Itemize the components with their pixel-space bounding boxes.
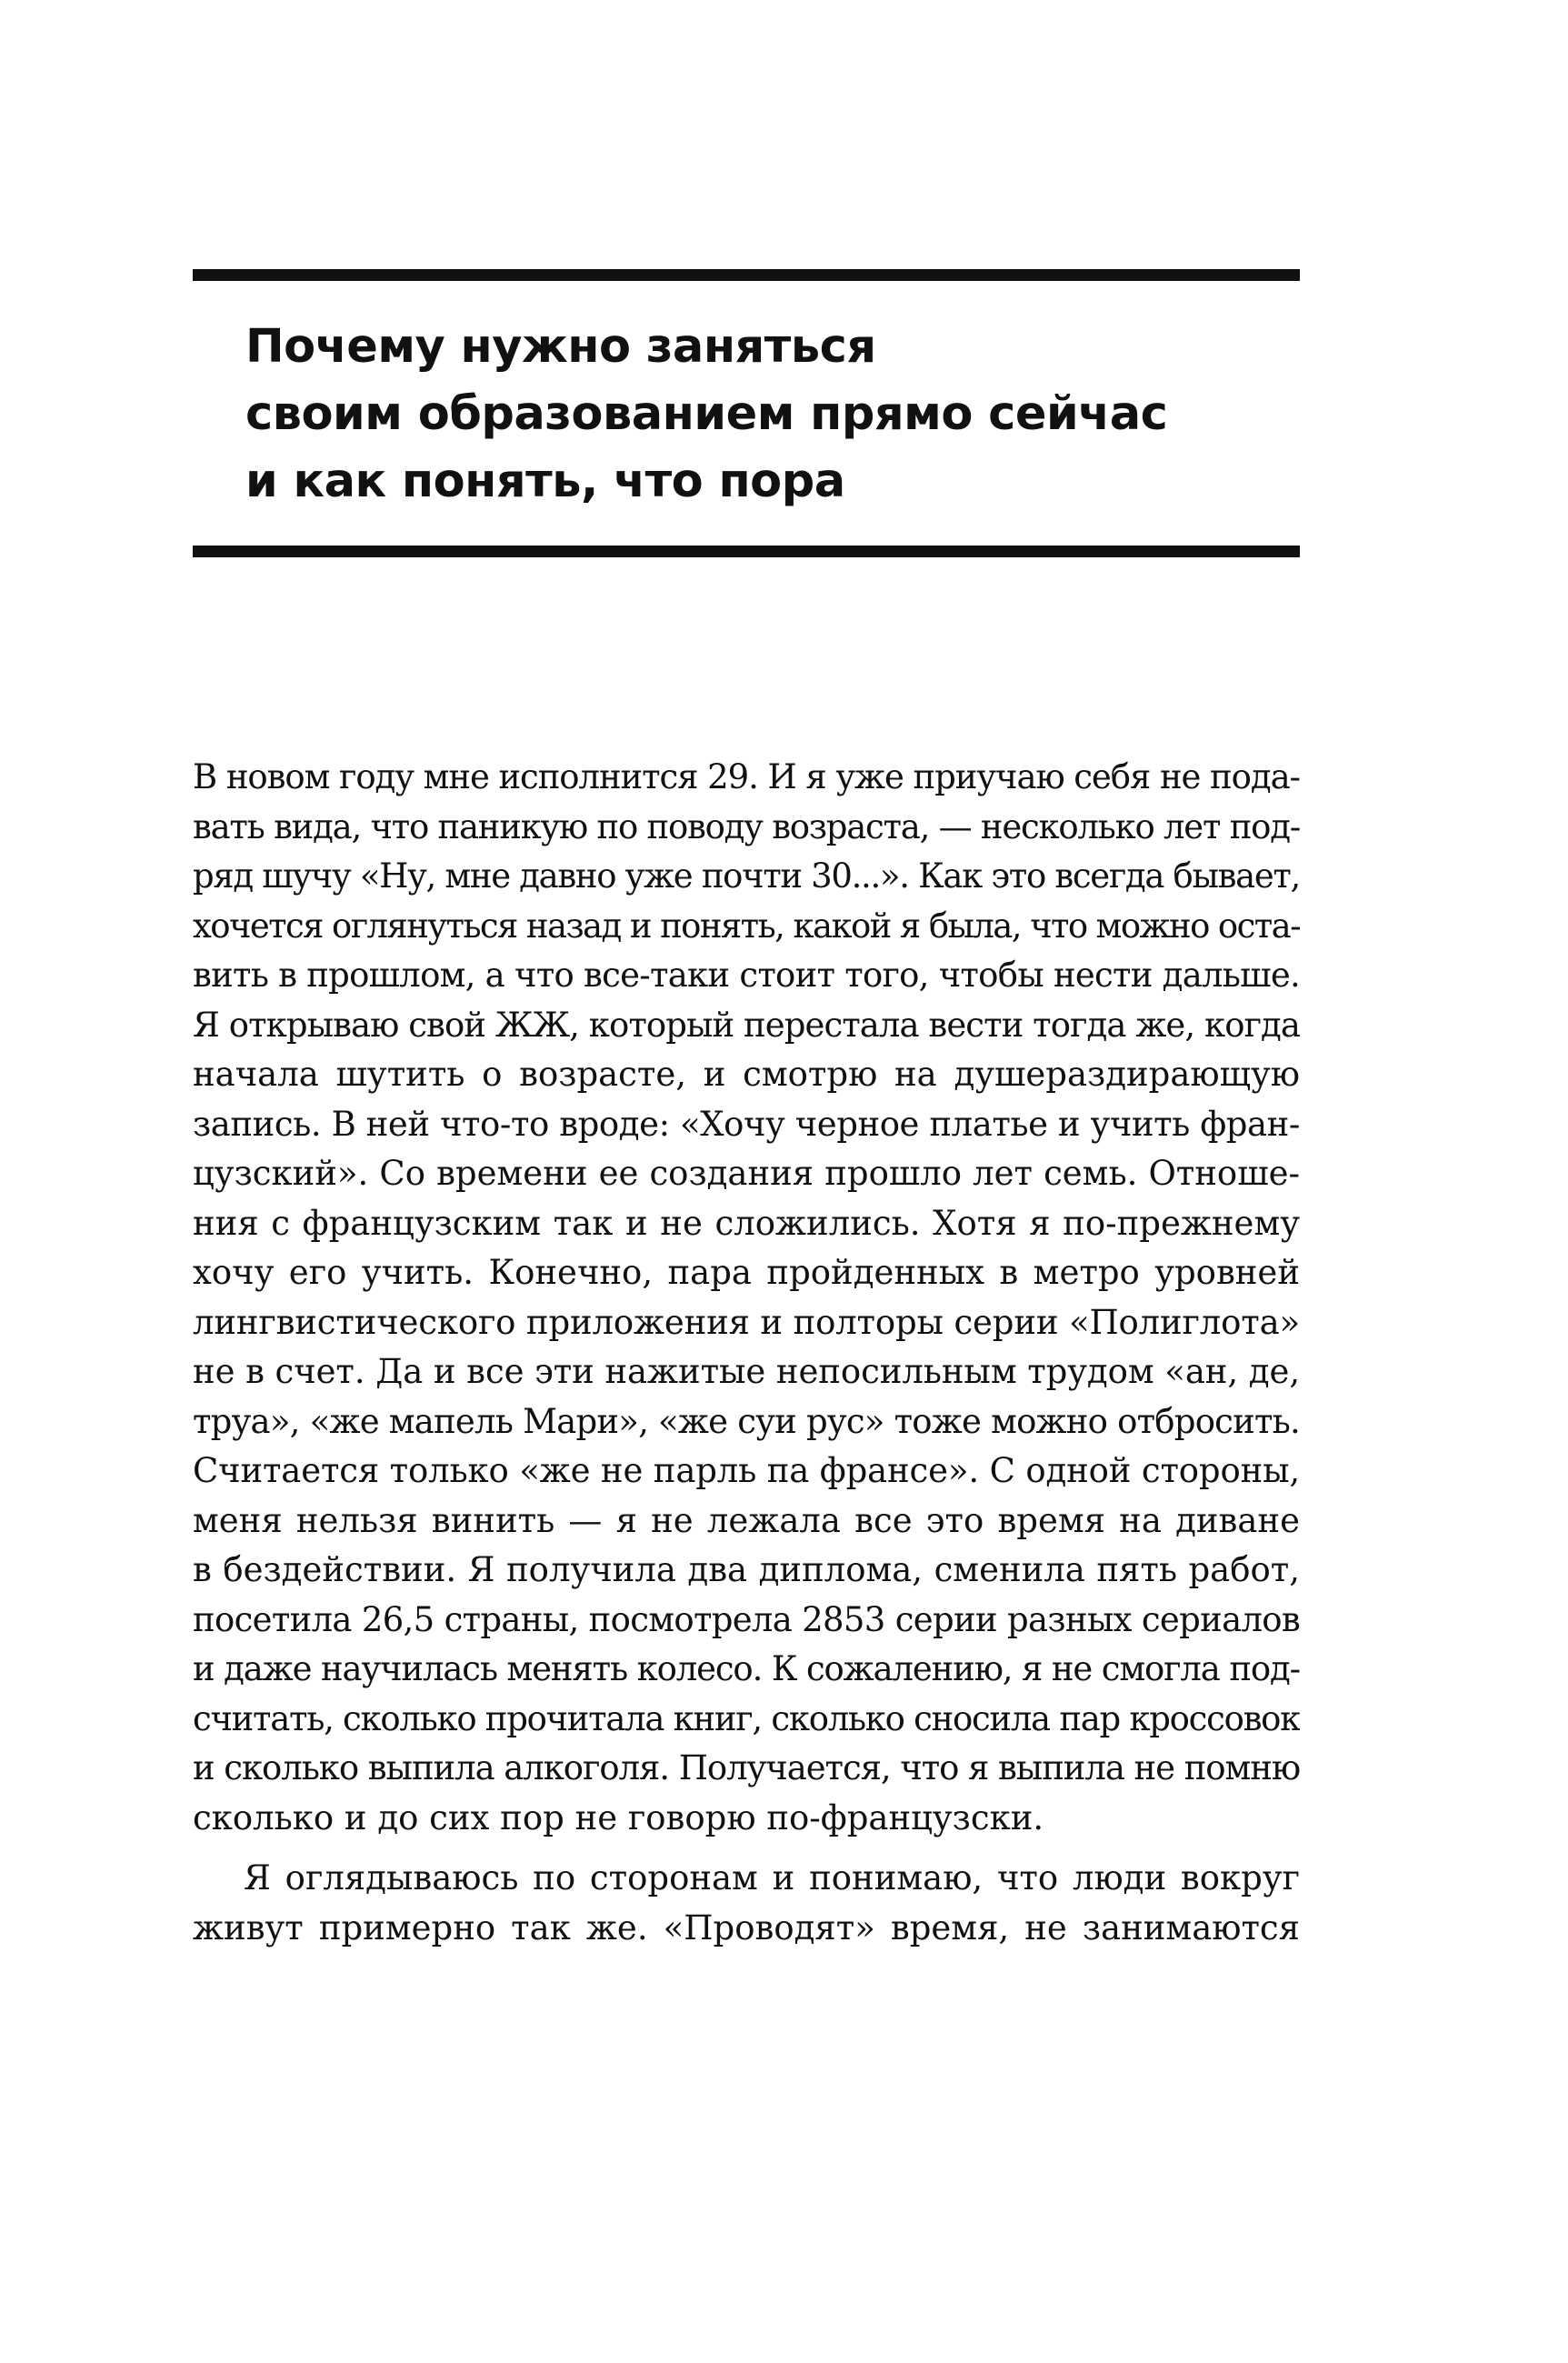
paragraph-2 — [193, 1854, 1300, 1953]
text-line: запись. В ней что-то вроде: «Хочу черное платье и учить фран- — [193, 1104, 1300, 1144]
chapter-title-line: Почему нужно заняться — [245, 320, 876, 374]
text-line: посетила 26,5 страны, посмотрела 2853 серии разных сериалов — [193, 1599, 1300, 1639]
title-rule-bottom — [193, 546, 1300, 557]
text-line: живут примерно так же. «Проводят» время, не занимаются — [193, 1907, 1300, 1947]
text-line: считать, сколько прочитала книг, сколько сносила пар кроссовок — [193, 1698, 1300, 1738]
text-line: цузский». Со времени ее создания прошло лет семь. Отноше- — [193, 1154, 1300, 1193]
text-line: не в счет. Да и все эти нажитые непосильным трудом «ан, де, — [193, 1352, 1300, 1391]
text-line: труа», «же мапель Мари», «же суи рус» тоже можно отбросить. — [193, 1401, 1300, 1441]
chapter-title — [245, 314, 1282, 516]
title-rule-top — [193, 269, 1300, 281]
text-line: Считается только «же не парль па франсе». С одной стороны, — [193, 1451, 1300, 1490]
text-line: вить в прошлом, а что все-таки стоит того, чтобы нести дальше. — [193, 956, 1300, 995]
text-line: хочется оглянуться назад и понять, какой я была, что можно оста- — [193, 906, 1300, 946]
text-line: меня нельзя винить — я не лежала все это время на диване — [193, 1500, 1300, 1540]
text-line: сколько и до сих пор не говорю по-французски. — [193, 1797, 1044, 1837]
chapter-title-line: своим образованием прямо сейчас — [245, 387, 1168, 441]
body-text — [193, 753, 1300, 1953]
text-line: Я оглядываюсь по сторонам и понимаю, что люди вокруг — [244, 1858, 1300, 1897]
text-line: вать вида, что паникую по поводу возраста, — несколько лет под- — [193, 806, 1300, 846]
text-line: начала шутить о возрасте, и смотрю на душераздирающую — [193, 1055, 1300, 1094]
paragraph-1 — [193, 753, 1300, 1843]
text-line: ряд шучу «Ну, мне давно уже почти 30...». Как это всегда бывает, — [193, 856, 1300, 896]
text-line: в бездействии. Я получила два диплома, сменила пять работ, — [193, 1550, 1300, 1589]
text-line: и даже научилась менять колесо. К сожалению, я не смогла под- — [193, 1649, 1300, 1688]
text-line: В новом году мне исполнится 29. И я уже приучаю себя не пода- — [193, 757, 1300, 796]
text-line: хочу его учить. Конечно, пара пройденных в метро уровней — [193, 1253, 1300, 1292]
text-line: и сколько выпила алкоголя. Получается, что я выпила не помню — [193, 1748, 1300, 1787]
text-line: лингвистического приложения и полторы серии «Полиглота» — [193, 1302, 1300, 1342]
text-line: Я открываю свой ЖЖ, который перестала вести тогда же, когда — [193, 1005, 1300, 1045]
text-line: ния с французским так и не сложились. Хотя я по-прежнему — [193, 1203, 1300, 1243]
chapter-title-line: и как понять, что пора — [245, 455, 845, 508]
